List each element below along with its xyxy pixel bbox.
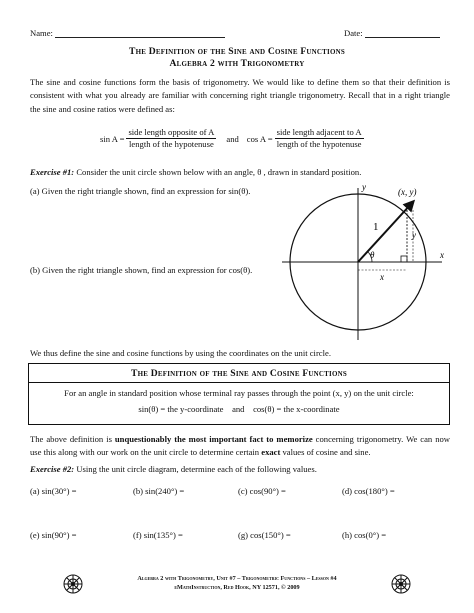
exercise2-item-e: (e) sin(90°) = (30, 530, 77, 540)
exercise2-item-g: (g) cos(150°) = (238, 530, 291, 540)
x-axis-label: x (440, 250, 444, 260)
name-label: Name: (30, 28, 53, 38)
exercise2-label: Exercise #2: (30, 464, 75, 474)
terminal-ray (358, 204, 411, 262)
cos-fraction (275, 127, 364, 150)
date-blank[interactable] (365, 28, 440, 38)
page-title: The Definition of the Sine and Cosine Functions (129, 46, 345, 57)
left-ornament-icon (62, 573, 84, 595)
footer-line2: eMathInstruction, Red Hook, NY 12571, © 2009 (174, 584, 300, 591)
after-paragraph (30, 433, 450, 460)
page-subtitle: Algebra 2 with Trigonometry (169, 58, 305, 69)
right-angle-mark (401, 256, 407, 262)
intro-paragraph: The sine and cosine functions form the basis of trigonometry. We would like to define them so that their definition is consistent with what you already are familiar with concerning right triangle trigonometry. Recall that in a right triangle the sine and cosine ratios were defined as: (30, 77, 450, 114)
definition-title: The Definition of the Sine and Cosine Functions (131, 368, 347, 379)
definition-line1: For an angle in standard position whose terminal ray passes through the point (x, y) on the unit circle: (64, 388, 414, 398)
and-word: and (226, 133, 239, 144)
exercise2-item-h: (h) cos(0°) = (342, 530, 387, 540)
cos-numerator: side length adjacent to A (276, 127, 362, 137)
name-field (30, 28, 225, 38)
exercise2-item-f: (f) sin(135°) = (133, 530, 183, 540)
exercise2-item-a: (a) sin(30°) = (30, 486, 77, 496)
exercise2-item-b: (b) sin(240°) = (133, 486, 185, 496)
sin-lhs: sin A = (100, 133, 125, 144)
exercise2-item-d: (d) cos(180°) = (342, 486, 395, 496)
exercise2-prompt (30, 464, 450, 474)
transition-text: We thus define the sine and cosine functions by using the coordinates on the unit circle. (30, 348, 331, 358)
point-label: (x, y) (398, 187, 417, 197)
exercise1-part-b: (b) Given the right triangle shown, find an expression for cos(θ). (30, 265, 253, 275)
after-part1: The above definition is (30, 434, 115, 444)
after-part3: values of cosine and sine. (280, 447, 371, 458)
adjacent-label: x (380, 272, 384, 282)
after-bold2: exact (261, 447, 281, 458)
cos-denominator: length of the hypotenuse (276, 139, 362, 149)
definition-divider (29, 382, 449, 383)
exercise1-prompt (30, 167, 450, 177)
exercise2-text: Using the unit circle diagram, determine each of the following values. (76, 464, 317, 474)
right-ornament-icon (390, 573, 412, 595)
ratio-definitions (100, 127, 400, 150)
angle-label: θ (370, 250, 375, 260)
opposite-label: y (412, 230, 416, 240)
footer-line1: Algebra 2 with Trigonometry, Unit #7 – Trigonometric Functions – Lesson #4 (137, 575, 337, 582)
date-field (344, 28, 440, 38)
exercise1-label: Exercise #1: (30, 167, 75, 177)
hypotenuse-label: 1 (373, 221, 379, 233)
exercise1-part-a: (a) Given the right triangle shown, find an expression for sin(θ). (30, 186, 251, 196)
sin-denominator: length of the hypotenuse (129, 139, 214, 149)
definition-line2: sin(θ) = the y-coordinate and cos(θ) = the x-coordinate (138, 404, 340, 414)
y-axis-label: y (362, 182, 366, 192)
name-blank[interactable] (55, 28, 225, 38)
exercise1-text: Consider the unit circle shown below with an angle, θ , drawn in standard position. (76, 167, 362, 177)
cos-lhs: cos A = (246, 133, 273, 144)
definition-box (28, 363, 450, 425)
after-part2: concerning trigonometry. We can now use this along with our work on the unit circle to determine certain (30, 434, 450, 458)
sin-numerator: side length opposite of A (128, 127, 215, 137)
exercise2-item-c: (c) cos(90°) = (238, 486, 286, 496)
after-bold: unquestionably the most important fact to memorize (114, 434, 313, 444)
sin-fraction (126, 127, 216, 150)
date-label: Date: (344, 28, 363, 38)
unit-circle-diagram (280, 180, 450, 350)
